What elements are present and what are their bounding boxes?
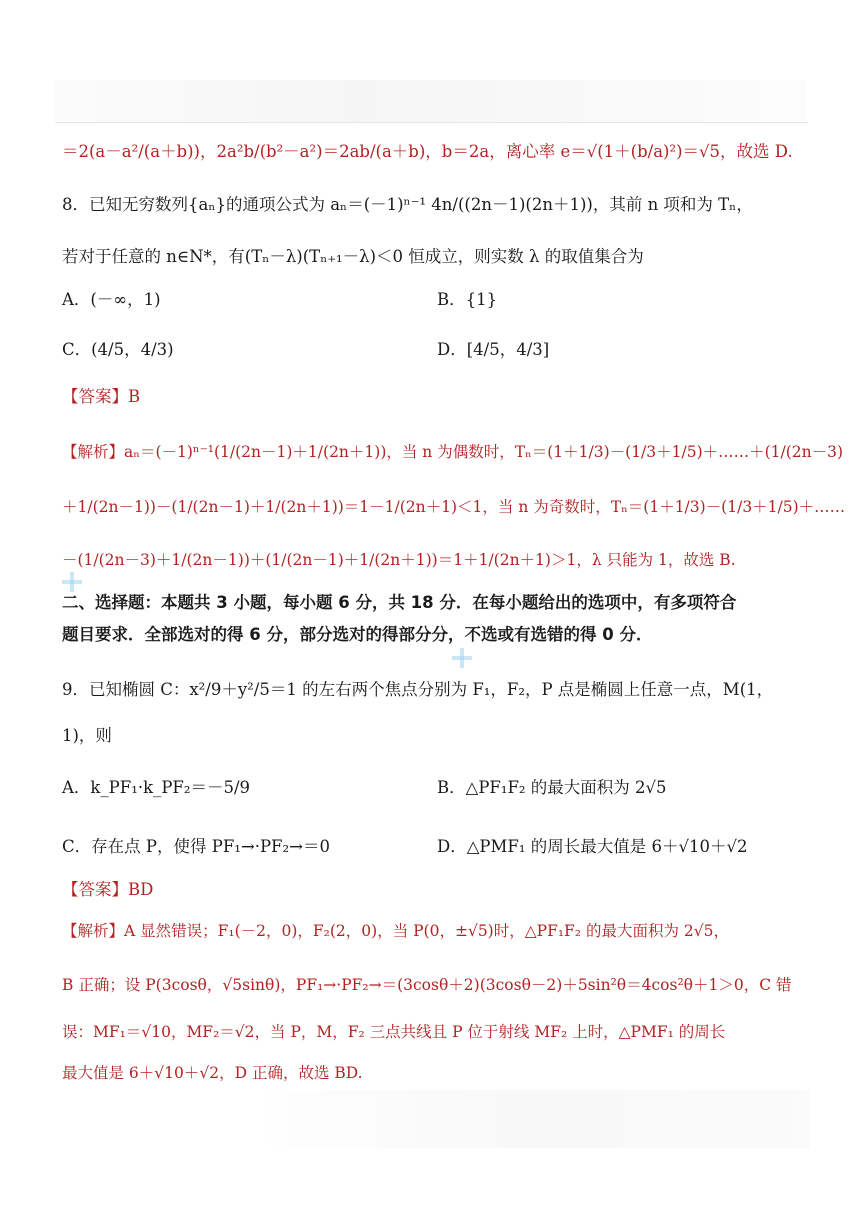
q9-analysis-line2: B 正确；设 P(3cosθ，√5sinθ)，PF₁→·PF₂→＝(3cosθ＋2)(3cosθ－2)＋5sin²θ＝4cos²θ＋1＞0，C 错 [62,976,792,994]
q8-analysis-line2: ＋1/(2n－1))－(1/(2n－1)＋1/(2n＋1))＝1－1/(2n＋1)＜1，当 n 为奇数时，Tₙ＝(1＋1/3)－(1/3＋1/5)＋…… [62,498,846,516]
prev-solution-line: ＝2(a－a²/(a＋b))，2a²b/(b²－a²)＝2ab/(a＋b)，b＝2a，离心率 e＝√(1＋(b/a)²)＝√5，故选 D. [62,142,793,161]
q9-analysis-line1: 【解析】A 显然错误；F₁(－2，0)，F₂(2，0)，当 P(0，±√5)时，△PF₁F₂ 的最大面积为 2√5， [62,922,729,940]
section2-heading-line1: 二、选择题：本题共 3 小题，每小题 6 分，共 18 分．在每小题给出的选项中，有多项符合 [62,593,737,612]
q8-stem-line1: 8．已知无穷数列{aₙ}的通项公式为 aₙ＝(－1)ⁿ⁻¹ 4n/((2n－1)(2n＋1))，其前 n 项和为 Tₙ， [62,195,753,214]
q8-analysis-line1: 【解析】aₙ＝(－1)ⁿ⁻¹(1/(2n－1)＋1/(2n＋1))，当 n 为偶数时，Tₙ＝(1＋1/3)－(1/3＋1/5)＋……＋(1/(2n－3) [62,443,844,461]
q9-analysis-line3: 误：MF₁＝√10，MF₂＝√2，当 P，M，F₂ 三点共线且 P 位于射线 MF₂ 上时，△PMF₁ 的周长 [62,1023,726,1041]
q8-option-c: C．(4/5，4/3) [62,340,174,359]
watermark-cross-icon [62,572,82,592]
q8-answer: 【答案】B [62,387,141,406]
watermark-band-bottom [270,1090,810,1148]
section2-heading-line2: 题目要求．全部选对的得 6 分，部分选对的得部分分，不选或有选错的得 0 分． [62,625,653,644]
header-divider [55,122,808,123]
q9-stem-line2: 1)，则 [62,726,112,745]
watermark-cross-icon-2 [452,648,472,668]
q8-stem-line2: 若对于任意的 n∈N*，有(Tₙ－λ)(Tₙ₊₁－λ)＜0 恒成立，则实数 λ 的取值集合为 [62,247,644,266]
watermark-band-top [55,80,805,122]
q9-analysis-line4: 最大值是 6＋√10＋√2，D 正确，故选 BD. [62,1064,363,1082]
q9-stem-line1: 9．已知椭圆 C：x²/9＋y²/5＝1 的左右两个焦点分别为 F₁，F₂，P 点是椭圆上任意一点，M(1， [62,680,774,699]
q8-option-b: B．{1} [437,290,498,309]
q9-option-c: C．存在点 P，使得 PF₁→·PF₂→＝0 [62,837,330,856]
q9-answer: 【答案】BD [62,880,154,899]
q8-option-d: D．[4/5，4/3] [437,340,550,359]
q9-option-b: B．△PF₁F₂ 的最大面积为 2√5 [437,778,667,797]
q8-option-a: A．(－∞，1) [62,290,161,309]
q9-option-a: A．k_PF₁·k_PF₂＝－5/9 [62,778,251,797]
q8-analysis-line3: －(1/(2n－3)＋1/(2n－1))＋(1/(2n－1)＋1/(2n＋1))＝1＋1/(2n＋1)＞1，λ 只能为 1，故选 B. [62,551,736,569]
q9-option-d: D．△PMF₁ 的周长最大值是 6＋√10＋√2 [437,837,748,856]
